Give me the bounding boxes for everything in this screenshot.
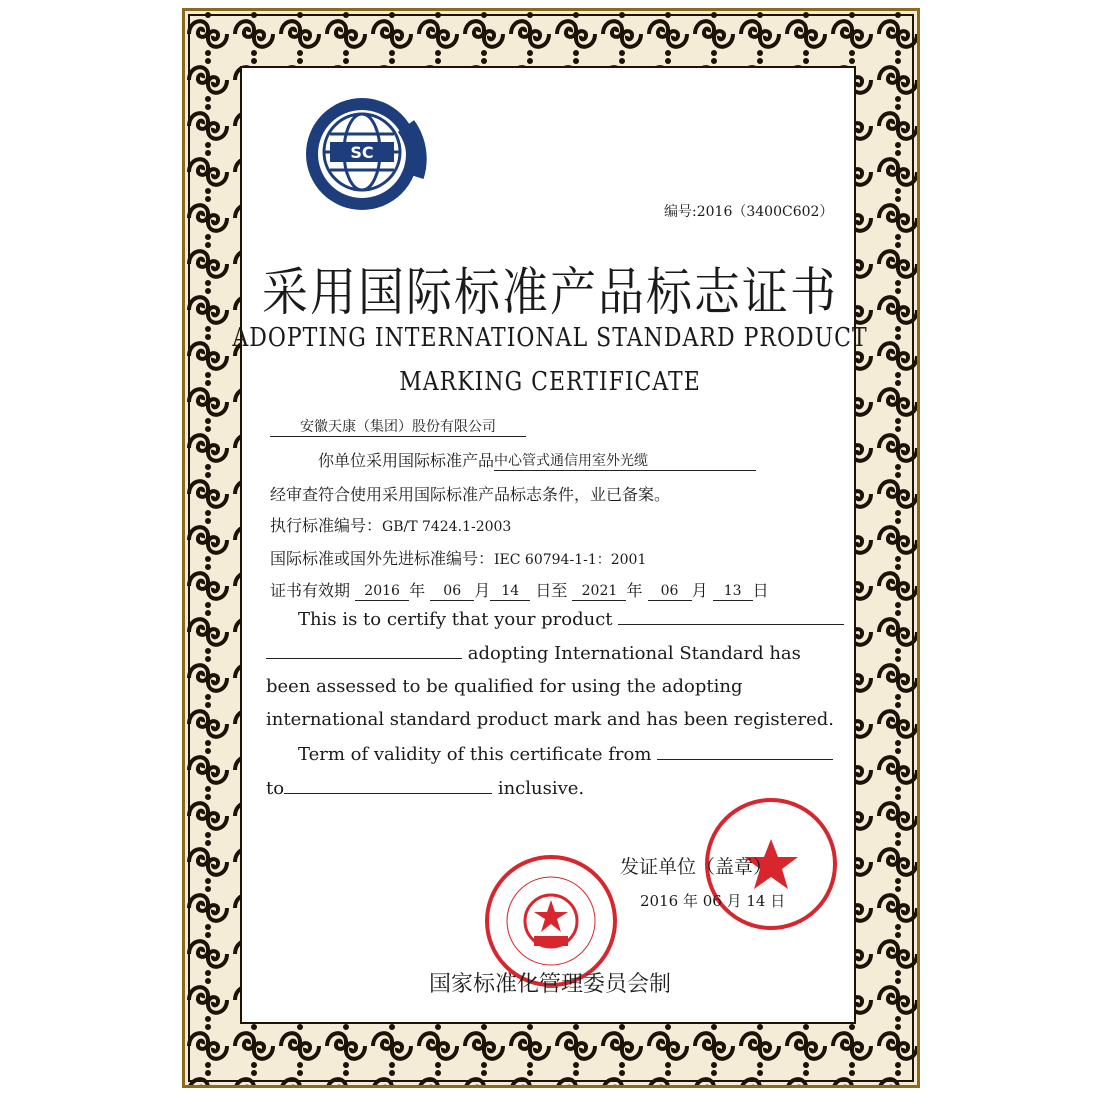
exec-standard-label: 执行标准编号： bbox=[270, 516, 383, 535]
validity-line bbox=[270, 578, 769, 601]
day-char-2: 日 bbox=[752, 581, 769, 600]
to-word: 至 bbox=[551, 581, 568, 600]
year-char: 年 bbox=[409, 581, 426, 600]
product-line bbox=[318, 448, 756, 471]
issuer-bottom: 国家标准化管理委员会制 bbox=[428, 972, 671, 997]
title-english-line2: MARKING CERTIFICATE bbox=[399, 367, 701, 397]
title-chinese: 采用国际标准产品标志证书 bbox=[262, 262, 838, 323]
validity-from-day: 14 bbox=[490, 582, 530, 601]
company-line bbox=[270, 418, 526, 437]
number-value: 2016（3400C602） bbox=[696, 204, 834, 220]
english-line4: international standard product mark and has been registered. bbox=[266, 709, 834, 730]
month-char-2: 月 bbox=[691, 581, 708, 600]
validity-to-year: 2021 bbox=[572, 582, 626, 601]
standard-blank bbox=[266, 642, 462, 659]
intl-standard-value: IEC 60794-1-1：2001 bbox=[494, 552, 647, 568]
issuer-label: 发证单位（盖章） bbox=[620, 856, 773, 878]
month-char: 月 bbox=[474, 581, 491, 600]
validity-from-year: 2016 bbox=[355, 582, 409, 601]
to-blank bbox=[284, 777, 492, 794]
english-line3: been assessed to be qualified for using the adopting bbox=[266, 676, 743, 697]
english-line5: Term of validity of this certificate from bbox=[298, 743, 833, 765]
validity-to-month: 06 bbox=[648, 582, 692, 601]
product-prefix: 你单位采用国际标准产品 bbox=[318, 451, 495, 470]
product-blank bbox=[618, 608, 844, 625]
approval-line: 经审查符合使用采用国际标准产品标志条件，业已备案。 bbox=[270, 485, 671, 504]
from-blank bbox=[657, 743, 833, 760]
exec-standard-value: GB/T 7424.1-2003 bbox=[382, 519, 512, 535]
year-char-2: 年 bbox=[626, 581, 643, 600]
number-label: 编号: bbox=[664, 204, 697, 220]
validity-to-day: 13 bbox=[713, 582, 753, 601]
logo-text: SC bbox=[350, 143, 374, 162]
title-english-line1: ADOPTING INTERNATIONAL STANDARD PRODUCT bbox=[232, 323, 868, 353]
english-line6: to inclusive. bbox=[266, 778, 585, 799]
validity-label: 证书有效期 bbox=[270, 581, 351, 600]
day-char: 日 bbox=[535, 581, 552, 600]
intl-standard-label: 国际标准或国外先进标准编号： bbox=[270, 549, 495, 568]
issue-date: 2016 年 06 月 14 日 bbox=[640, 892, 786, 910]
validity-from-month: 06 bbox=[430, 582, 474, 601]
english-line1: This is to certify that your product bbox=[298, 608, 844, 630]
intl-standard-line bbox=[270, 546, 646, 569]
exec-standard-line bbox=[270, 513, 511, 536]
certificate-number bbox=[664, 201, 833, 221]
english-line2: adopting International Standard has bbox=[266, 642, 801, 664]
company-name: 安徽天康（集团）股份有限公司 bbox=[270, 418, 526, 437]
product-name: 中心管式通信用室外光缆 bbox=[494, 452, 756, 471]
csc-globe-logo-icon bbox=[302, 86, 434, 224]
